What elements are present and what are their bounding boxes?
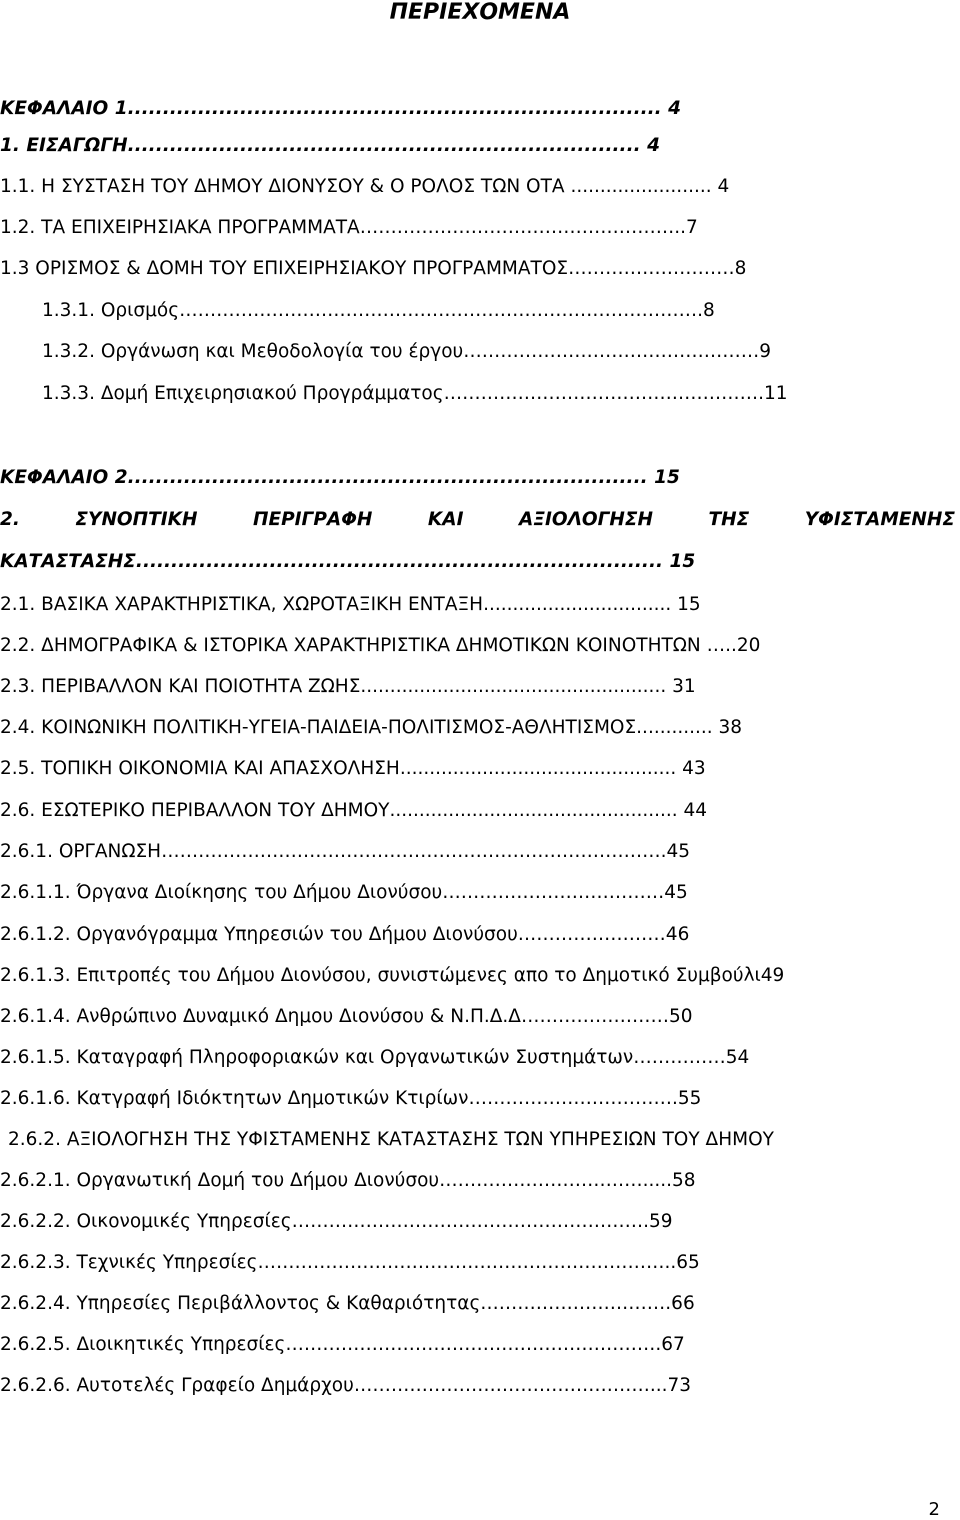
toc-entry: 2.6.1.1. Όργανα Διοίκησης του Δήμου Διονύσου………………………………45 <box>0 882 688 903</box>
toc-entry: 2.6.2.2. Οικονομικές Υπηρεσίες………………………………………………….59 <box>0 1211 673 1232</box>
toc-entry: 2.6.1.4. Ανθρώπινο Δυναμικό Δημου Διονύσου & Ν.Π.Δ.Δ……………………50 <box>0 1006 693 1027</box>
toc-entry: 1.3.2. Οργάνωση και Μεθοδολογία του έργου…………………………………………9 <box>42 341 771 362</box>
toc-entry: ΚΑΤΑΣΤΑΣΗΣ........................................................................... 15 <box>0 551 696 572</box>
toc-entry: 1.1. Η ΣΥΣΤΑΣΗ ΤΟΥ ΔΗΜΟΥ ΔΙΟΝΥΣΟΥ & Ο ΡΟΛΟΣ ΤΩΝ ΟΤΑ ........................ 4 <box>0 176 730 197</box>
toc-entry: 2.6.2.3. Τεχνικές Υπηρεσίες…………………………………………………………..65 <box>0 1252 700 1273</box>
toc-entry: 2.6.1.5. Καταγραφή Πληροφοριακών και Οργανωτικών Συστημάτων……………54 <box>0 1047 750 1068</box>
toc-entry: 2.4. ΚΟΙΝΩΝΙΚΗ ΠΟΛΙΤΙΚΗ-ΥΓΕΙΑ-ΠΑΙΔΕΙΑ-ΠΟΛΙΤΙΣΜΟΣ-ΑΘΛΗΤΙΣΜΟΣ............. 38 <box>0 717 743 738</box>
toc-entry: 1.2. ΤΑ ΕΠΙΧΕΙΡΗΣΙΑΚΑ ΠΡΟΓΡΑΜΜΑΤΑ……………………………………………..7 <box>0 217 698 238</box>
toc-entry: 2.6.2. ΑΞΙΟΛΟΓΗΣΗ ΤΗΣ ΥΦΙΣΤΑΜΕΝΗΣ ΚΑΤΑΣΤΑΣΗΣ ΤΩΝ ΥΠΗΡΕΣΙΩΝ ΤΟΥ ΔΗΜΟΥ <box>8 1129 774 1150</box>
toc-entry: ΚΕΦΑΛΑΙΟ 1............................................................................ 4 <box>0 98 682 119</box>
toc-entry: 2.6.1.6. Κατγραφή Ιδιόκτητων Δημοτικών Κτιρίων…………………………….55 <box>0 1088 702 1109</box>
toc-entry: 2.1. ΒΑΣΙΚΑ ΧΑΡΑΚΤΗΡΙΣΤΙΚΑ, ΧΩΡΟΤΑΞΙΚΗ ΕΝΤΑΞΗ................................ 15 <box>0 594 701 615</box>
toc-entry: 2.6.2.6. Αυτοτελές Γραφείο Δημάρχου…………………………………………...73 <box>0 1375 692 1396</box>
toc-entry: 1.3 ΟΡΙΣΜΟΣ & ΔΟΜΗ ΤΟΥ ΕΠΙΧΕΙΡΗΣΙΑΚΟΥ ΠΡΟΓΡΑΜΜΑΤΟΣ………………………8 <box>0 258 747 279</box>
toc-entry: 2.6.2.5. Διοικητικές Υπηρεσίες…………………………………………………….67 <box>0 1334 685 1355</box>
toc-entry: 2.6.2.4. Υπηρεσίες Περιβάλλοντος & Καθαριότητας………………………….66 <box>0 1293 695 1314</box>
toc-entry: 1.3.3. Δομή Επιχειρησιακού Προγράμματος…………………………………………….11 <box>42 383 788 404</box>
toc-entry: 1.3.1. Ορισμός………………………………………………………………………….8 <box>42 300 715 321</box>
toc-entry: ΚΕΦΑΛΑΙΟ 2.......................................................................... 15 <box>0 467 680 488</box>
toc-entry: 2.6.1.2. Οργανόγραμμα Υπηρεσιών του Δήμου Διονύσου……………………46 <box>0 924 690 945</box>
toc-entry: 2.6. ΕΣΩΤΕΡΙΚΟ ΠΕΡΙΒΑΛΛΟΝ ΤΟΥ ΔΗΜΟΥ................................................. 44 <box>0 800 708 821</box>
toc-entry: 1. ΕΙΣΑΓΩΓΗ......................................................................... 4 <box>0 135 660 156</box>
toc-entry: 2. ΣΥΝΟΠΤΙΚΗ ΠΕΡΙΓΡΑΦΗ ΚΑΙ ΑΞΙΟΛΟΓΗΣΗ ΤΗΣ ΥΦΙΣΤΑΜΕΝΗΣ <box>0 509 955 530</box>
page-number: 2 <box>928 1499 940 1520</box>
toc-entry: 2.5. ΤΟΠΙΚΗ ΟΙΚΟΝΟΜΙΑ ΚΑΙ ΑΠΑΣΧΟΛΗΣΗ............................................... 43 <box>0 758 706 779</box>
toc-entry: 2.6.2.1. Οργανωτική Δομή του Δήμου Διονύσου…………………………….....58 <box>0 1170 696 1191</box>
page-title: ΠΕΡΙΕΧΟΜΕΝΑ <box>389 0 571 25</box>
toc-entry: 2.2. ΔΗΜΟΓΡΑΦΙΚΑ & ΙΣΤΟΡΙΚΑ ΧΑΡΑΚΤΗΡΙΣΤΙΚΑ ΔΗΜΟΤΙΚΩΝ ΚΟΙΝΟΤΗΤΩΝ …..20 <box>0 635 761 656</box>
toc-entry: 2.6.1.3. Επιτροπές του Δήμου Διονύσου, συνιστώμενες απο το Δημοτικό Συμβούλι49 <box>0 965 785 986</box>
toc-entry: 2.3. ΠΕΡΙΒΑΛΛΟΝ ΚΑΙ ΠΟΙΟΤΗΤΑ ΖΩΗΣ.................................................... 31 <box>0 676 696 697</box>
toc-entry: 2.6.1. ΟΡΓΑΝΩΣΗ……………………………………………………………………….45 <box>0 841 691 862</box>
